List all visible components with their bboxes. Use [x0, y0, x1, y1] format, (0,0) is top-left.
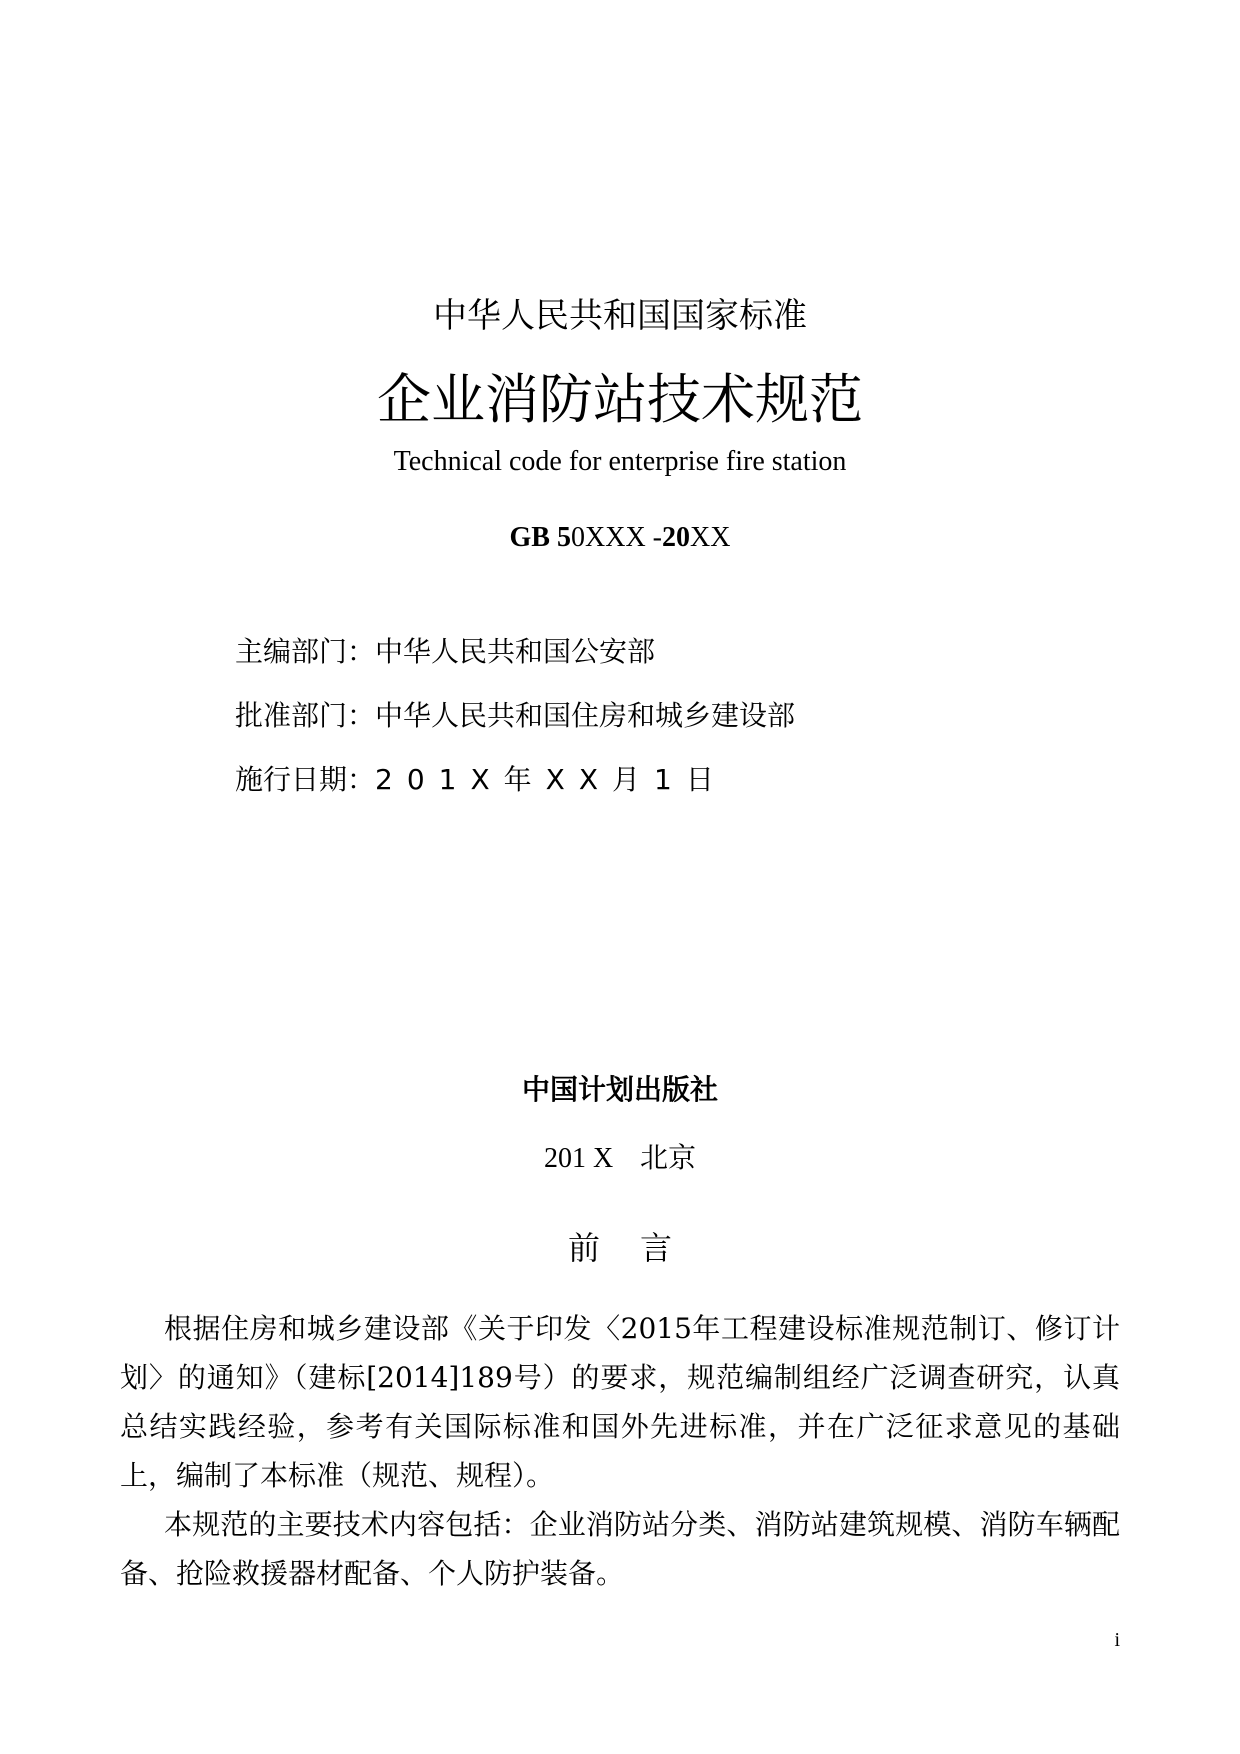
standard-code-year-suffix: XX — [690, 522, 731, 553]
effective-date-row — [235, 760, 728, 800]
editor-department-label: 主编部门： — [235, 635, 376, 668]
approver-department-value: 中华人民共和国住房和城乡建设部 — [375, 699, 796, 732]
document-title-english: Technical code for enterprise fire station — [393, 446, 847, 477]
publication-year: 201 X — [544, 1143, 614, 1174]
standard-code-number: 0XXX - — [571, 522, 662, 553]
document-title: 企业消防站技术规范 — [377, 368, 863, 431]
publication-city: 北京 — [639, 1141, 696, 1174]
publication-place — [0, 1138, 1240, 1179]
publisher-name: 中国计划出版社 — [521, 1073, 718, 1106]
preface-paragraph: 根据住房和城乡建设部《关于印发〈2015年工程建设标准规范制订、修订计划〉的通知》（建标[2014]189号）的要求，规范编制组经广泛调查研究，认真总结实践经验，参考有关国际标准和国外先进标准，并在广泛征求意见的基础上，编制了本标准（规范、规程）。 — [120, 1312, 1120, 1492]
editor-department-value: 中华人民共和国公安部 — [375, 635, 656, 668]
standard-code-prefix: GB 5 — [509, 522, 571, 553]
effective-date-value: 201X年XX月1日 — [375, 763, 728, 796]
preface-paragraph: 本规范的主要技术内容包括：企业消防站分类、消防站建筑规模、消防车辆配备、抢险救援器材配备、个人防护装备。 — [120, 1508, 1120, 1590]
page-number: i — [1114, 1629, 1120, 1651]
standard-code — [0, 518, 1240, 558]
preface-heading: 前言 — [567, 1229, 712, 1267]
approver-department-row — [235, 696, 795, 736]
standard-code-year: 20 — [662, 522, 690, 553]
editor-department-row — [235, 632, 655, 672]
effective-date-label: 施行日期： — [235, 763, 376, 796]
approver-department-label: 批准部门： — [235, 699, 376, 732]
standard-type-header: 中华人民共和国国家标准 — [433, 296, 807, 336]
